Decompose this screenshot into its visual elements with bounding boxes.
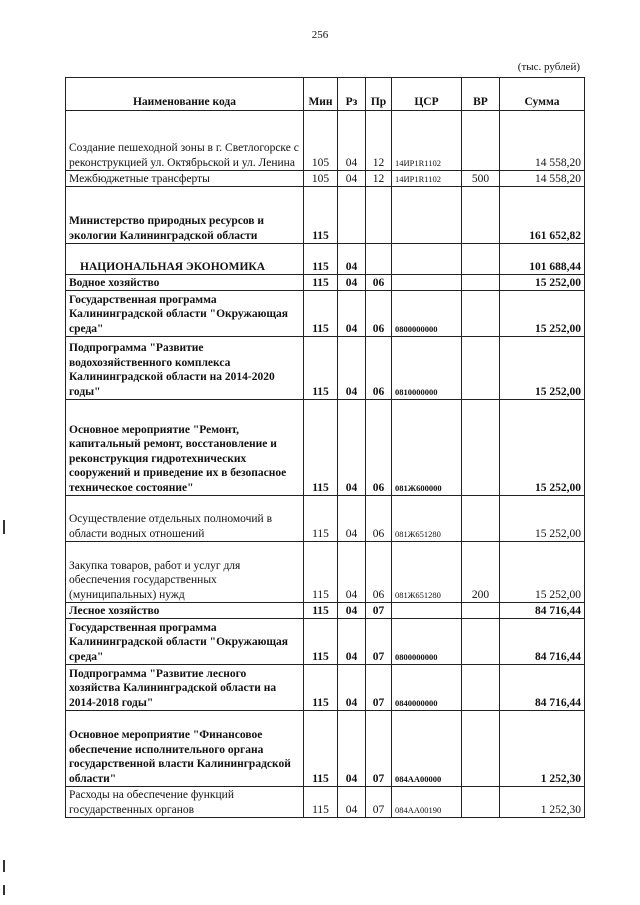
row-rz: 04 — [338, 400, 366, 496]
table-row — [66, 291, 585, 337]
row-csr — [392, 187, 462, 244]
row-vr — [462, 275, 500, 291]
row-name: Водное хозяйство — [66, 275, 304, 291]
row-name: Закупка товаров, работ и услуг для обеспечения государственных (муниципальных) нужд — [66, 542, 304, 603]
row-pr: 12 — [366, 111, 392, 171]
row-sum: 84 716,44 — [500, 603, 585, 619]
column-header-name: Наименование кода — [66, 78, 304, 111]
table-row — [66, 665, 585, 711]
row-vr — [462, 400, 500, 496]
margin-mark — [3, 860, 5, 872]
row-name: Государственная программа Калининградской области "Окружающая среда" — [66, 291, 304, 337]
row-pr: 07 — [366, 603, 392, 619]
table-row — [66, 187, 585, 244]
row-csr: 081Ж651280 — [392, 496, 462, 542]
row-csr: 0800000000 — [392, 619, 462, 665]
row-name: Межбюджетные трансферты — [66, 171, 304, 187]
row-min: 115 — [304, 275, 338, 291]
row-min: 115 — [304, 619, 338, 665]
row-csr: 14ИР1R1102 — [392, 171, 462, 187]
row-vr — [462, 111, 500, 171]
row-csr: 0810000000 — [392, 337, 462, 400]
table-header-row — [66, 78, 585, 111]
row-vr: 200 — [462, 542, 500, 603]
row-pr: 06 — [366, 337, 392, 400]
row-sum: 14 558,20 — [500, 111, 585, 171]
row-vr — [462, 291, 500, 337]
row-rz: 04 — [338, 619, 366, 665]
row-pr: 06 — [366, 496, 392, 542]
table-row — [66, 244, 585, 275]
row-sum: 84 716,44 — [500, 619, 585, 665]
row-name: Осуществление отдельных полномочий в области водных отношений — [66, 496, 304, 542]
row-rz: 04 — [338, 337, 366, 400]
row-rz: 04 — [338, 111, 366, 171]
row-sum: 15 252,00 — [500, 496, 585, 542]
row-rz: 04 — [338, 711, 366, 787]
row-vr — [462, 187, 500, 244]
column-header-sum: Сумма — [500, 78, 585, 111]
row-rz: 04 — [338, 244, 366, 275]
row-name: Государственная программа Калининградской области "Окружающая среда" — [66, 619, 304, 665]
row-csr: 084АА00190 — [392, 787, 462, 818]
row-rz — [338, 187, 366, 244]
row-pr: 07 — [366, 665, 392, 711]
row-sum: 14 558,20 — [500, 171, 585, 187]
row-name: Основное мероприятие "Финансовое обеспечение исполнительного органа государственной власти Калининградской области" — [66, 711, 304, 787]
row-rz: 04 — [338, 787, 366, 818]
row-pr: 06 — [366, 542, 392, 603]
row-sum: 15 252,00 — [500, 337, 585, 400]
row-sum: 84 716,44 — [500, 665, 585, 711]
budget-table — [65, 77, 585, 818]
row-vr — [462, 337, 500, 400]
row-pr: 06 — [366, 291, 392, 337]
table-row — [66, 275, 585, 291]
row-pr: 06 — [366, 275, 392, 291]
row-csr: 14ИР1R1102 — [392, 111, 462, 171]
row-sum: 1 252,30 — [500, 787, 585, 818]
table-row — [66, 111, 585, 171]
row-rz: 04 — [338, 665, 366, 711]
row-vr — [462, 244, 500, 275]
table-row — [66, 603, 585, 619]
row-name: Подпрограмма "Развитие лесного хозяйства Калининградской области на 2014-2018 годы" — [66, 665, 304, 711]
row-vr — [462, 619, 500, 665]
row-csr: 084АА00000 — [392, 711, 462, 787]
table-row — [66, 496, 585, 542]
row-vr — [462, 496, 500, 542]
row-sum: 101 688,44 — [500, 244, 585, 275]
row-csr: 081Ж600000 — [392, 400, 462, 496]
row-min: 115 — [304, 244, 338, 275]
row-name: Расходы на обеспечение функций государственных органов — [66, 787, 304, 818]
row-rz: 04 — [338, 275, 366, 291]
table-row — [66, 542, 585, 603]
row-min: 115 — [304, 400, 338, 496]
table-row — [66, 619, 585, 665]
row-csr — [392, 275, 462, 291]
row-name: Подпрограмма "Развитие водохозяйственного комплекса Калининградской области на 2014-2020 годы" — [66, 337, 304, 400]
page-number: 256 — [311, 29, 329, 41]
row-min: 115 — [304, 542, 338, 603]
row-rz: 04 — [338, 542, 366, 603]
row-min: 115 — [304, 291, 338, 337]
row-rz: 04 — [338, 603, 366, 619]
row-name: НАЦИОНАЛЬНАЯ ЭКОНОМИКА — [66, 244, 304, 275]
column-header-vr: ВР — [462, 78, 500, 111]
table-row — [66, 400, 585, 496]
row-min: 115 — [304, 787, 338, 818]
row-pr: 12 — [366, 171, 392, 187]
row-vr: 500 — [462, 171, 500, 187]
row-min: 115 — [304, 603, 338, 619]
row-min: 105 — [304, 171, 338, 187]
row-csr: 0840000000 — [392, 665, 462, 711]
row-csr: 081Ж651280 — [392, 542, 462, 603]
row-min: 115 — [304, 665, 338, 711]
row-pr: 07 — [366, 711, 392, 787]
row-name: Лесное хозяйство — [66, 603, 304, 619]
row-name: Министерство природных ресурсов и экологии Калининградской области — [66, 187, 304, 244]
row-pr — [366, 187, 392, 244]
row-vr — [462, 711, 500, 787]
row-csr — [392, 603, 462, 619]
row-min: 115 — [304, 187, 338, 244]
row-pr: 06 — [366, 400, 392, 496]
table-row — [66, 787, 585, 818]
row-pr: 07 — [366, 787, 392, 818]
row-sum: 15 252,00 — [500, 291, 585, 337]
row-min: 105 — [304, 111, 338, 171]
row-vr — [462, 787, 500, 818]
row-rz: 04 — [338, 496, 366, 542]
row-pr: 07 — [366, 619, 392, 665]
row-sum: 15 252,00 — [500, 400, 585, 496]
row-name: Создание пешеходной зоны в г. Светлогорске с реконструкцией ул. Октябрьской и ул. Ленина — [66, 111, 304, 171]
row-sum: 15 252,00 — [500, 542, 585, 603]
row-min: 115 — [304, 711, 338, 787]
row-rz: 04 — [338, 291, 366, 337]
row-vr — [462, 665, 500, 711]
column-header-min: Мин — [304, 78, 338, 111]
column-header-pr: Пр — [366, 78, 392, 111]
row-csr — [392, 244, 462, 275]
table-row — [66, 337, 585, 400]
row-vr — [462, 603, 500, 619]
table-row — [66, 171, 585, 187]
units-label: (тыс. рублей) — [517, 61, 580, 73]
row-csr: 0800000000 — [392, 291, 462, 337]
column-header-csr: ЦСР — [392, 78, 462, 111]
row-rz: 04 — [338, 171, 366, 187]
margin-mark — [3, 885, 5, 895]
row-name: Основное мероприятие "Ремонт, капитальный ремонт, восстановление и реконструкция гидротехнических сооружений и приведение их в безопасное техническое состояние" — [66, 400, 304, 496]
row-min: 115 — [304, 337, 338, 400]
margin-mark — [3, 520, 5, 534]
table-row — [66, 711, 585, 787]
row-sum: 1 252,30 — [500, 711, 585, 787]
row-sum: 161 652,82 — [500, 187, 585, 244]
row-sum: 15 252,00 — [500, 275, 585, 291]
column-header-rz: Рз — [338, 78, 366, 111]
row-pr — [366, 244, 392, 275]
row-min: 115 — [304, 496, 338, 542]
